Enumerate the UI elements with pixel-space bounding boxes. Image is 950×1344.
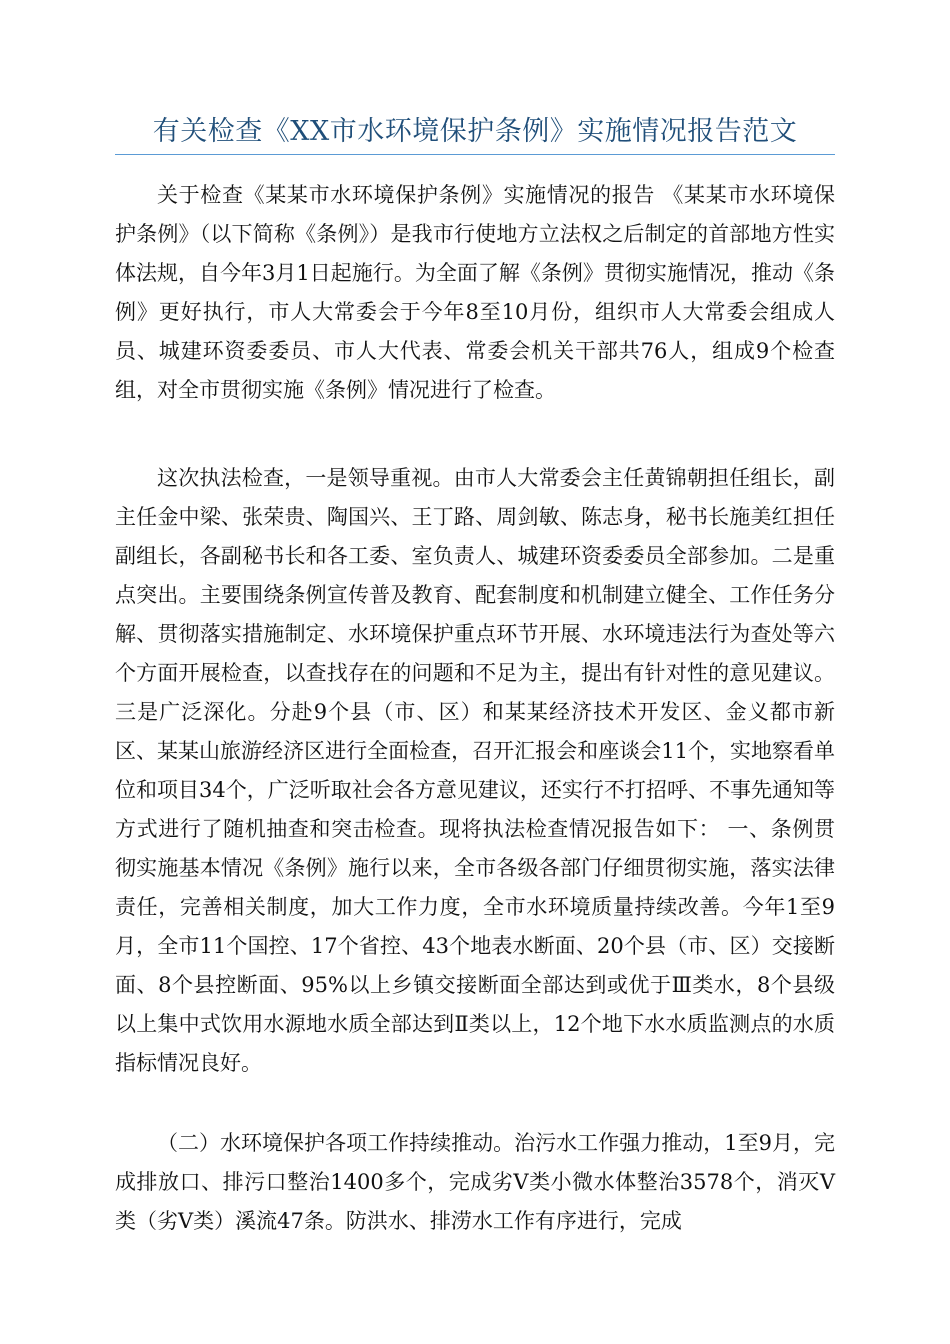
body-paragraph-3: [115, 1124, 835, 1241]
body-paragraph-1: [115, 176, 835, 410]
paragraph-text: 关于检查《某某市水环境保护条例》实施情况的报告 《某某市水环境保护条例》（以下简称《条例》）是我市行使地方立法权之后制定的首部地方性实体法规，自今年3月1日起施行。为全面了解《条例》贯彻实施情况，推动《条例》更好执行，市人大常委会于今年8至10月份，组织市人大常委会组成人员、城建环资委委员、市人大代表、常委会机关干部共76人，组成9个检查组，对全市贯彻实施《条例》情况进行了检查。: [115, 183, 835, 402]
paragraph-text: 这次执法检查，一是领导重视。由市人大常委会主任黄锦朝担任组长，副主任金中梁、张荣贵、陶国兴、王丁路、周剑敏、陈志身，秘书长施美红担任副组长，各副秘书长和各工委、室负责人、城建环资委委员全部参加。二是重点突出。主要围绕条例宣传普及教育、配套制度和机制建立健全、工作任务分解、贯彻落实措施制定、水环境保护重点环节开展、水环境违法行为查处等六个方面开展检查，以查找存在的问题和不足为主，提出有针对性的意见建议。三是广泛深化。分赴9个县（市、区）和某某经济技术开发区、金义都市新区、某某山旅游经济区进行全面检查，召开汇报会和座谈会11个，实地察看单位和项目34个，广泛听取社会各方意见建议，还实行不打招呼、不事先通知等方式进行了随机抽查和突击检查。现将执法检查情况报告如下： 一、条例贯彻实施基本情况《条例》施行以来，全市各级各部门仔细贯彻实施，落实法律责任，完善相关制度，加大工作力度，全市水环境质量持续改善。今年1至9月，全市11个国控、17个省控、43个地表水断面、20个县（市、区）交接断面、8个县控断面、95%以上乡镇交接断面全部达到或优于Ⅲ类水，8个县级以上集中式饮用水源地水质全部达到Ⅱ类以上，12个地下水水质监测点的水质指标情况良好。: [115, 466, 835, 1075]
paragraph-text: （二）水环境保护各项工作持续推动。治污水工作强力推动，1至9月，完成排放口、排污口整治1400多个，完成劣Ⅴ类小微水体整治3578个，消灭Ⅴ类（劣Ⅴ类）溪流47条。防洪水、排涝水工作有序进行，完成: [115, 1131, 835, 1233]
title-underline: [115, 154, 835, 155]
document-title: 有关检查《XX市水环境保护条例》实施情况报告范文: [152, 116, 798, 147]
body-paragraph-2: [115, 459, 835, 1083]
